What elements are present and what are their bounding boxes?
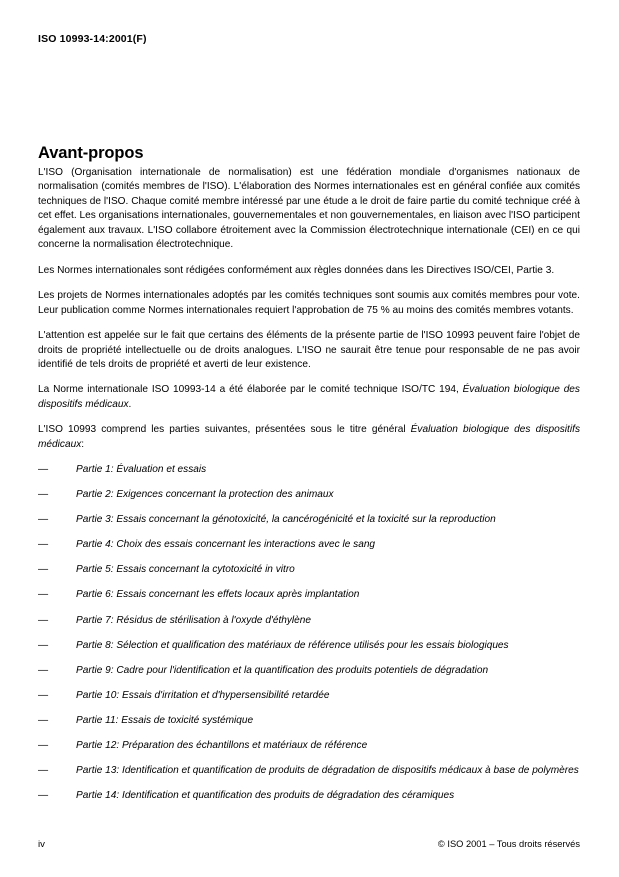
list-item-label: Partie 9: Cadre pour l'identification et la quantification des produits potentiels de dégradation xyxy=(76,664,489,676)
list-item xyxy=(38,588,580,602)
list-item-label: Partie 8: Sélection et qualification des matériaux de référence utilisés pour les essais biologiques xyxy=(76,639,509,651)
list-item xyxy=(38,714,580,728)
running-header-document-reference: ISO 10993-14:2001(F) xyxy=(38,33,147,45)
list-item xyxy=(38,739,580,753)
paragraph-committee-origin xyxy=(38,383,580,412)
list-item-label: Partie 1: Évaluation et essais xyxy=(76,464,207,476)
list-item xyxy=(38,764,580,778)
list-item-label: Partie 12: Préparation des échantillons et matériaux de référence xyxy=(76,739,368,751)
list-item-label: Partie 4: Choix des essais concernant les interactions avec le sang xyxy=(76,539,376,551)
standard-parts-list xyxy=(38,463,580,803)
em-dash-bullet-icon: — xyxy=(38,514,49,526)
paragraph-voting-approval: Les projets de Normes internationales adoptés par les comités techniques sont soumis aux comités membres pour vote. Leur publication comme Normes internationales requiert l'approbation de 75 % au moins des comités membres votants. xyxy=(38,290,580,316)
em-dash-bullet-icon: — xyxy=(38,664,49,676)
em-dash-bullet-icon: — xyxy=(38,739,49,751)
list-item-label: Partie 3: Essais concernant la génotoxicité, la cancérogénicité et la toxicité sur la reproduction xyxy=(76,514,496,526)
list-item xyxy=(38,689,580,703)
em-dash-bullet-icon: — xyxy=(38,764,49,776)
paragraph-patent-rights: L'attention est appelée sur le fait que certains des éléments de la présente partie de l'ISO 10993 peuvent faire l'objet de droits de propriété intellectuelle ou de droits analogues. L'ISO ne saurait être tenue pour responsable de ne pas avoir identifié de tels droits de propriété et averti de leur existence. xyxy=(38,330,580,370)
em-dash-bullet-icon: — xyxy=(38,614,49,626)
em-dash-bullet-icon: — xyxy=(38,539,49,551)
committee-origin-title: Évaluation biologique des dispositifs médicaux xyxy=(38,384,580,410)
list-item-label: Partie 14: Identification et quantification des produits de dégradation des céramiques xyxy=(76,789,455,801)
foreword-body xyxy=(38,166,580,814)
list-item xyxy=(38,614,580,628)
list-item xyxy=(38,563,580,577)
parts-intro-lead: L'ISO 10993 comprend les parties suivantes, présentées sous le titre général xyxy=(38,424,411,436)
list-item xyxy=(38,538,580,552)
list-item xyxy=(38,664,580,678)
paragraph-parts-intro xyxy=(38,423,580,452)
em-dash-bullet-icon: — xyxy=(38,714,49,726)
em-dash-bullet-icon: — xyxy=(38,789,49,801)
copyright-notice: © ISO 2001 – Tous droits réservés xyxy=(437,839,580,849)
em-dash-bullet-icon: — xyxy=(38,589,49,601)
list-item-label: Partie 10: Essais d'irritation et d'hypersensibilité retardée xyxy=(76,689,330,701)
em-dash-bullet-icon: — xyxy=(38,564,49,576)
paragraph-drafting-rules: Les Normes internationales sont rédigées conformément aux règles données dans les Directives ISO/CEI, Partie 3. xyxy=(38,264,555,276)
em-dash-bullet-icon: — xyxy=(38,689,49,701)
list-item-label: Partie 7: Résidus de stérilisation à l'oxyde d'éthylène xyxy=(76,614,312,626)
page-number: iv xyxy=(38,839,45,850)
committee-origin-lead: La Norme internationale ISO 10993-14 a été élaborée par le comité technique ISO/TC 194, xyxy=(38,384,463,396)
page-title: Avant-propos xyxy=(38,144,144,163)
em-dash-bullet-icon: — xyxy=(38,489,49,501)
list-item-label: Partie 6: Essais concernant les effets locaux après implantation xyxy=(76,589,360,601)
paragraph-iso-description: L'ISO (Organisation internationale de normalisation) est une fédération mondiale d'organismes nationaux de normalisation (comités membres de l'ISO). L'élaboration des Normes internationales est en général confiée aux comités techniques de l'ISO. Chaque comité membre intéressé par une étude a le droit de faire partie du comité technique créé à cet effet. Les organisations internationales, gouvernementales et non gouvernementales, en liaison avec l'ISO participent également aux travaux. L'ISO collabore étroitement avec la Commission électrotechnique internationale (CEI) en ce qui concerne la normalisation électrotechnique. xyxy=(38,167,580,251)
committee-origin-tail: . xyxy=(128,398,132,410)
list-item xyxy=(38,639,580,653)
list-item-label: Partie 2: Exigences concernant la protection des animaux xyxy=(76,489,334,501)
parts-intro-title: Évaluation biologique des dispositifs médicaux xyxy=(38,424,580,450)
page-footer xyxy=(38,839,580,850)
list-item xyxy=(38,789,580,803)
parts-intro-tail: : xyxy=(81,438,85,450)
list-item-label: Partie 5: Essais concernant la cytotoxicité in vitro xyxy=(76,564,295,576)
list-item-label: Partie 11: Essais de toxicité systémique xyxy=(76,714,254,726)
list-item xyxy=(38,513,580,527)
em-dash-bullet-icon: — xyxy=(38,639,49,651)
list-item-label: Partie 13: Identification et quantification de produits de dégradation de dispositifs médicaux à base de polymères xyxy=(76,764,579,776)
em-dash-bullet-icon: — xyxy=(38,464,49,476)
list-item xyxy=(38,463,580,477)
list-item xyxy=(38,488,580,502)
